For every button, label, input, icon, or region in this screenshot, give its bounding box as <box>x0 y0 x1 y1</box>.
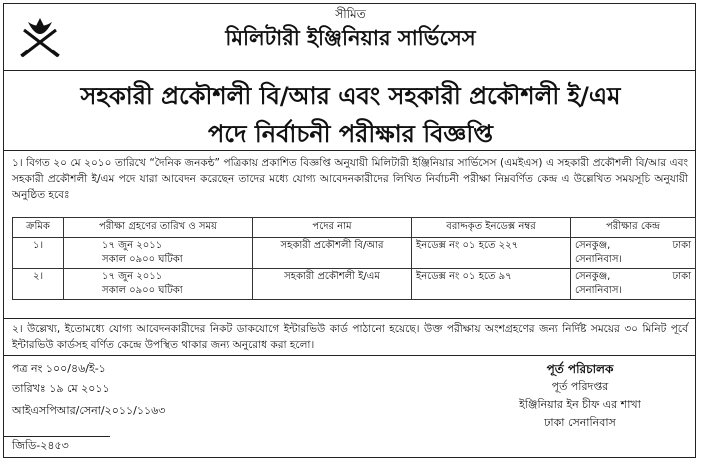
divider <box>4 318 696 319</box>
col-serial: ক্রমিক <box>13 218 64 238</box>
table-row <box>13 269 696 300</box>
signatory-block <box>470 360 690 432</box>
row-center-part3: সেনানিবাস। <box>575 285 623 296</box>
gd-number: জিডি-২৪৫৩ <box>12 439 69 452</box>
paragraph-1: ১। বিগত ২০ মে ২০১০ তারিখে “দৈনিক জনকন্ঠ” পত্রিকায় প্রকাশিত বিজ্ঞপ্তি অনুযায়ী মিলিটারী ইঞ্জিনিয়ার সার্ভিসেস (এমইএস) এ সহকারী প্রকৌশলী বি/আর এবং সহকারী প্রকৌশলী ই/এম পদে যারা আবেদন করেছেন তাদের মধ্যে যোগ্য আবেদনকারীদের লিখিত নির্বাচনী পরীক্ষা নিম্নবর্ণিত কেন্দ্র এ উল্লেখিত সময়সূচি অনুযায়ী অনুষ্ঠিত হবেঃ <box>12 157 688 201</box>
row-index: ইনডেক্স নং ০১ হতে ৯৭ <box>412 269 571 300</box>
col-index: বরাদ্দকৃত ইনডেক্স নম্বর <box>412 218 571 238</box>
row-time: সকাল ০৯০০ ঘটিকা <box>102 285 183 296</box>
row-date: ১৭ জুন ২০১১ <box>102 240 163 251</box>
row-index: ইনডেক্স নং ০১ হতে ২২৭ <box>412 238 571 269</box>
table-row <box>13 238 696 269</box>
signatory-branch: ইঞ্জিনিয়ার ইন চীফ এর শাখা <box>519 398 641 411</box>
ispr-number: আইএসপিআর/সেনা/২০১১/১১৬৩ <box>12 404 166 417</box>
signatory-title: পূর্ত পরিচালক <box>546 362 614 376</box>
divider <box>4 70 696 71</box>
signatory-location: ঢাকা সেনানিবাস <box>544 416 616 429</box>
col-date-time: পরীক্ষা গ্রহণের তারিখ ও সময় <box>64 218 253 238</box>
reference-date: তারিখঃ ১৯ মে ২০১১ <box>12 382 110 395</box>
row-center-part3: সেনানিবাস। <box>575 254 623 265</box>
paragraph-2: ২। উল্লেখ্য, ইতোমধ্যে যোগ্য আবেদনকারীদের নিকট ডাকযোগে ইন্টারভিউ কার্ড পাঠানো হয়েছে। উক্ত পরীক্ষায় অংশগ্রহণের জন্য নির্দিষ্ট সময়ের ৩০ মিনিট পূর্বে ইন্টারভিউ কার্ডসহ বর্ণিত কেন্দ্রে উপস্থিত থাকার জন্য অনুরোধ করা হলো। <box>12 323 688 351</box>
divider <box>4 355 696 356</box>
row-date-time <box>64 269 253 300</box>
classification-label: সীমিত <box>335 7 366 21</box>
row-date-time <box>64 238 253 269</box>
divider <box>4 150 696 151</box>
row-date: ১৭ জুন ২০১১ <box>102 271 163 282</box>
col-post: পদের নাম <box>253 218 412 238</box>
row-center-part1: সেনকুঞ্জ, <box>575 240 611 251</box>
row-serial: ২। <box>13 269 64 300</box>
row-post: সহকারী প্রকৌশলী ই/এম <box>253 269 412 300</box>
table-header-row <box>13 218 696 238</box>
organization-name: মিলিটারী ইঞ্জিনিয়ার সার্ভিসেস <box>225 26 476 50</box>
col-center: পরীক্ষার কেন্দ্র <box>571 218 696 238</box>
row-center-part2: ঢাকা <box>672 240 691 251</box>
row-center <box>571 269 696 300</box>
row-post: সহকারী প্রকৌশলী বি/আর <box>253 238 412 269</box>
reference-number: পত্র নং ১০০/৪৬/ই-১ <box>12 362 106 375</box>
row-center-part2: ঢাকা <box>672 271 691 282</box>
notice-title-line1: সহকারী প্রকৌশলী বি/আর এবং সহকারী প্রকৌশলী ই/এম <box>80 82 621 110</box>
row-center <box>571 238 696 269</box>
row-serial: ১। <box>13 238 64 269</box>
signatory-office: পূর্ত পরিদপ্তর <box>551 380 609 393</box>
notice-title-line2: পদে নির্বাচনী পরীক্ষার বিজ্ঞপ্তি <box>207 120 493 148</box>
exam-schedule-table <box>12 217 696 300</box>
row-center-part1: সেনকুঞ্জ, <box>575 271 611 282</box>
row-time: সকাল ০৯০০ ঘটিকা <box>102 254 183 265</box>
